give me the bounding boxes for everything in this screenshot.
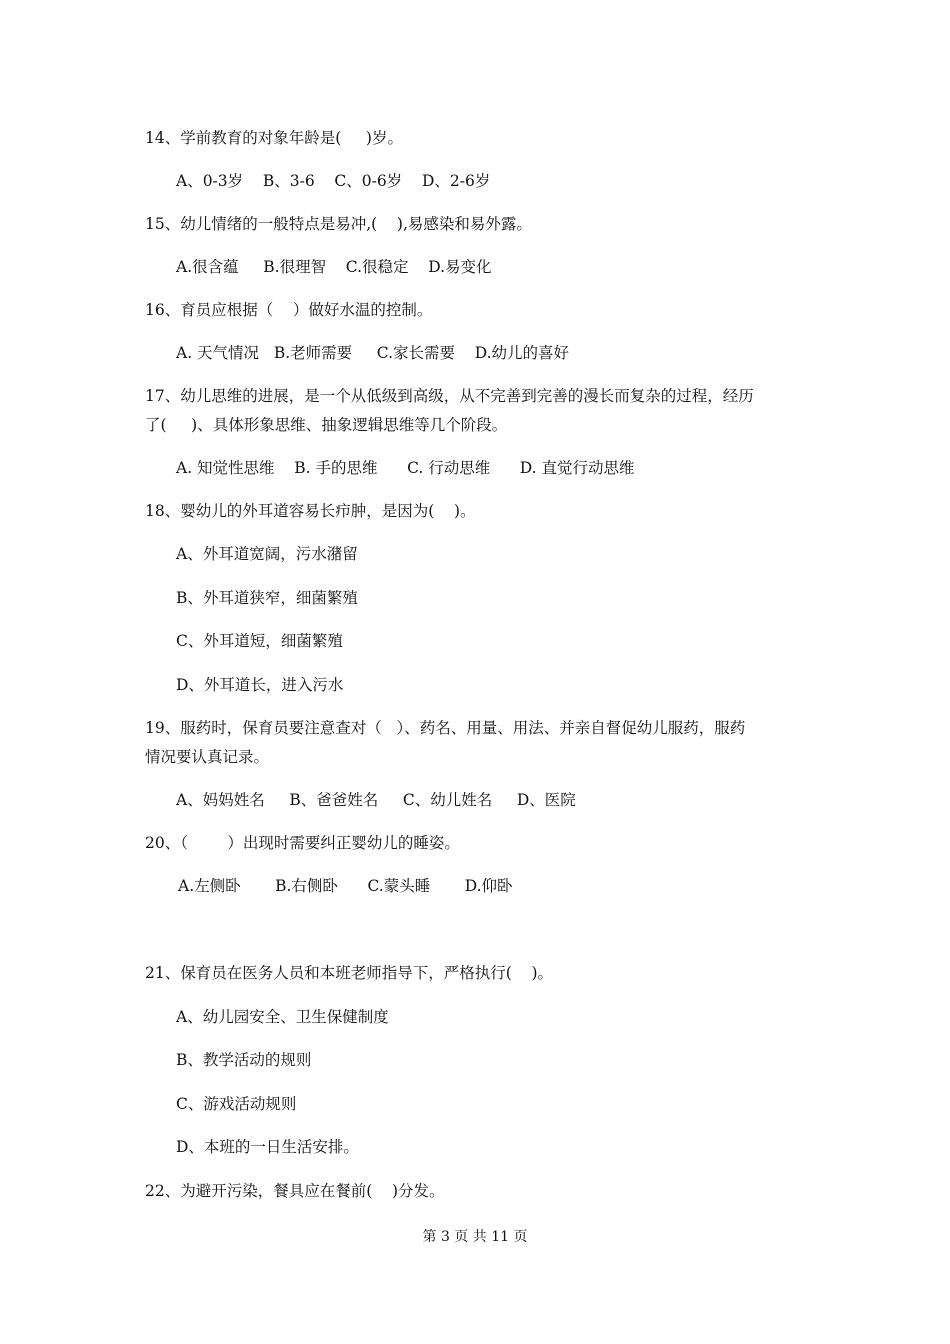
question-20-options: A.左侧卧 B.右侧卧 C.蒙头睡 D.仰卧 [178,877,513,895]
question-17-stem-line2: 了( )、具体形象思维、抽象逻辑思维等几个阶段。 [145,416,508,434]
page-number-footer: 第 3 页 共 11 页 [422,1229,528,1245]
question-21-option-b: B、教学活动的规则 [176,1051,312,1069]
question-17-stem-line1: 17、幼儿思维的进展，是一个从低级到高级，从不完善到完善的漫长而复杂的过程，经历 [145,387,754,405]
question-14-options: A、0-3岁 B、3-6 C、0-6岁 D、2-6岁 [176,172,491,190]
question-18-option-d: D、外耳道长，进入污水 [176,676,344,694]
question-16-stem: 16、育员应根据（ ）做好水温的控制。 [145,301,433,319]
question-15-options: A.很含蕴 B.很理智 C.很稳定 D.易变化 [176,258,492,276]
question-19-options: A、妈妈姓名 B、爸爸姓名 C、幼儿姓名 D、医院 [176,791,576,809]
question-19-stem-line2: 情况要认真记录。 [145,748,270,766]
question-17-options: A. 知觉性思维 B. 手的思维 C. 行动思维 D. 直觉行动思维 [176,459,635,477]
question-18-option-b: B、外耳道狭窄，细菌繁殖 [176,589,358,607]
question-18-option-a: A、外耳道宽阔，污水潴留 [176,545,358,563]
question-18-stem: 18、婴幼儿的外耳道容易长疖肿，是因为( )。 [145,502,476,520]
question-21-option-c: C、游戏活动规则 [176,1095,297,1113]
question-22-stem: 22、为避开污染，餐具应在餐前( )分发。 [145,1182,445,1200]
question-14-stem: 14、学前教育的对象年龄是( )岁。 [145,129,403,147]
question-21-stem: 21、保育员在医务人员和本班老师指导下，严格执行( )。 [145,964,554,982]
question-15-stem: 15、幼儿情绪的一般特点是易冲,( ),易感染和易外露。 [145,215,532,233]
question-19-stem-line1: 19、服药时，保育员要注意查对（ ）、药名、用量、用法、并亲自督促幼儿服药，服药 [145,719,746,737]
question-21-option-d: D、本班的一日生活安排。 [176,1138,359,1156]
question-18-option-c: C、外耳道短，细菌繁殖 [176,632,343,650]
question-20-stem: 20、（ ）出现时需要纠正婴幼儿的睡姿。 [145,834,460,852]
question-21-option-a: A、幼儿园安全、卫生保健制度 [176,1008,389,1026]
question-16-options: A. 天气情况 B.老师需要 C.家长需要 D.幼儿的喜好 [176,344,570,362]
